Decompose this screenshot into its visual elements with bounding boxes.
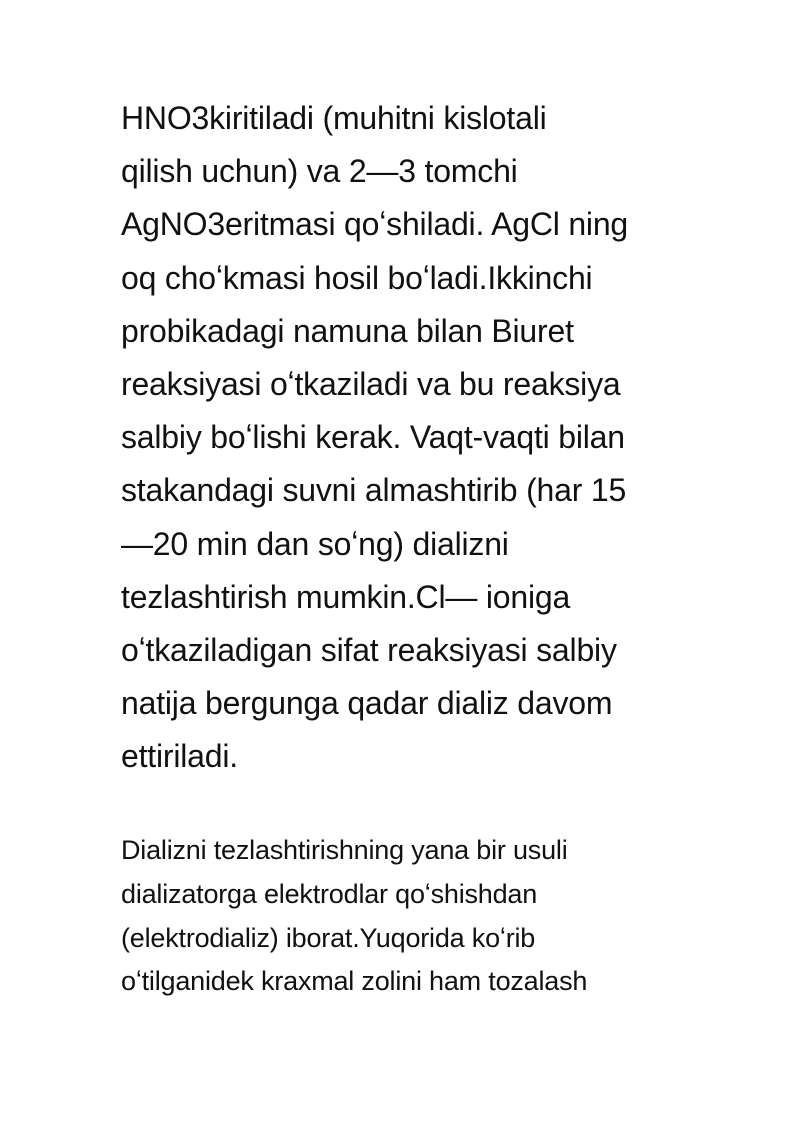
- text-line: salbiy boʻlishi kerak. Vaqt-vaqti bilan: [121, 419, 625, 456]
- text-line: probikadagi namuna bilan Biuret: [121, 312, 574, 349]
- text-line: AgNO3eritmasi qoʻshiladi. AgCl ning: [121, 206, 629, 243]
- text-line: (elektrodializ) iborat.Yuqorida koʻrib: [121, 922, 536, 953]
- text-line: dializatorga elektrodlar qoʻshishdan: [121, 878, 538, 909]
- text-line: —20 min dan soʻng) dializni: [121, 525, 509, 562]
- text-line: oq choʻkmasi hosil boʻladi.Ikkinchi: [121, 259, 593, 296]
- text-line: ettiriladi.: [121, 738, 238, 775]
- text-line: oʻtilganidek kraxmal zolini ham tozalash: [121, 966, 588, 997]
- text-line: qilish uchun) va 2—3 tomchi: [121, 153, 518, 190]
- text-line: stakandagi suvni almashtirib (har 15: [121, 472, 627, 509]
- body-paragraph-2: [121, 829, 711, 1004]
- text-line: HNO3kiritiladi (muhitni kislotali: [121, 100, 547, 136]
- text-line: reaksiyasi oʻtkaziladi va bu reaksiya: [121, 366, 621, 403]
- body-paragraph-1: [121, 92, 711, 784]
- text-line: Dializni tezlashtirishning yana bir usuli: [121, 835, 568, 865]
- text-line: tezlashtirish mumkin.Cl— ioniga: [121, 578, 571, 615]
- text-line: natija bergunga qadar dializ davom: [121, 685, 613, 722]
- text-line: oʻtkaziladigan sifat reaksiyasi salbiy: [121, 632, 617, 669]
